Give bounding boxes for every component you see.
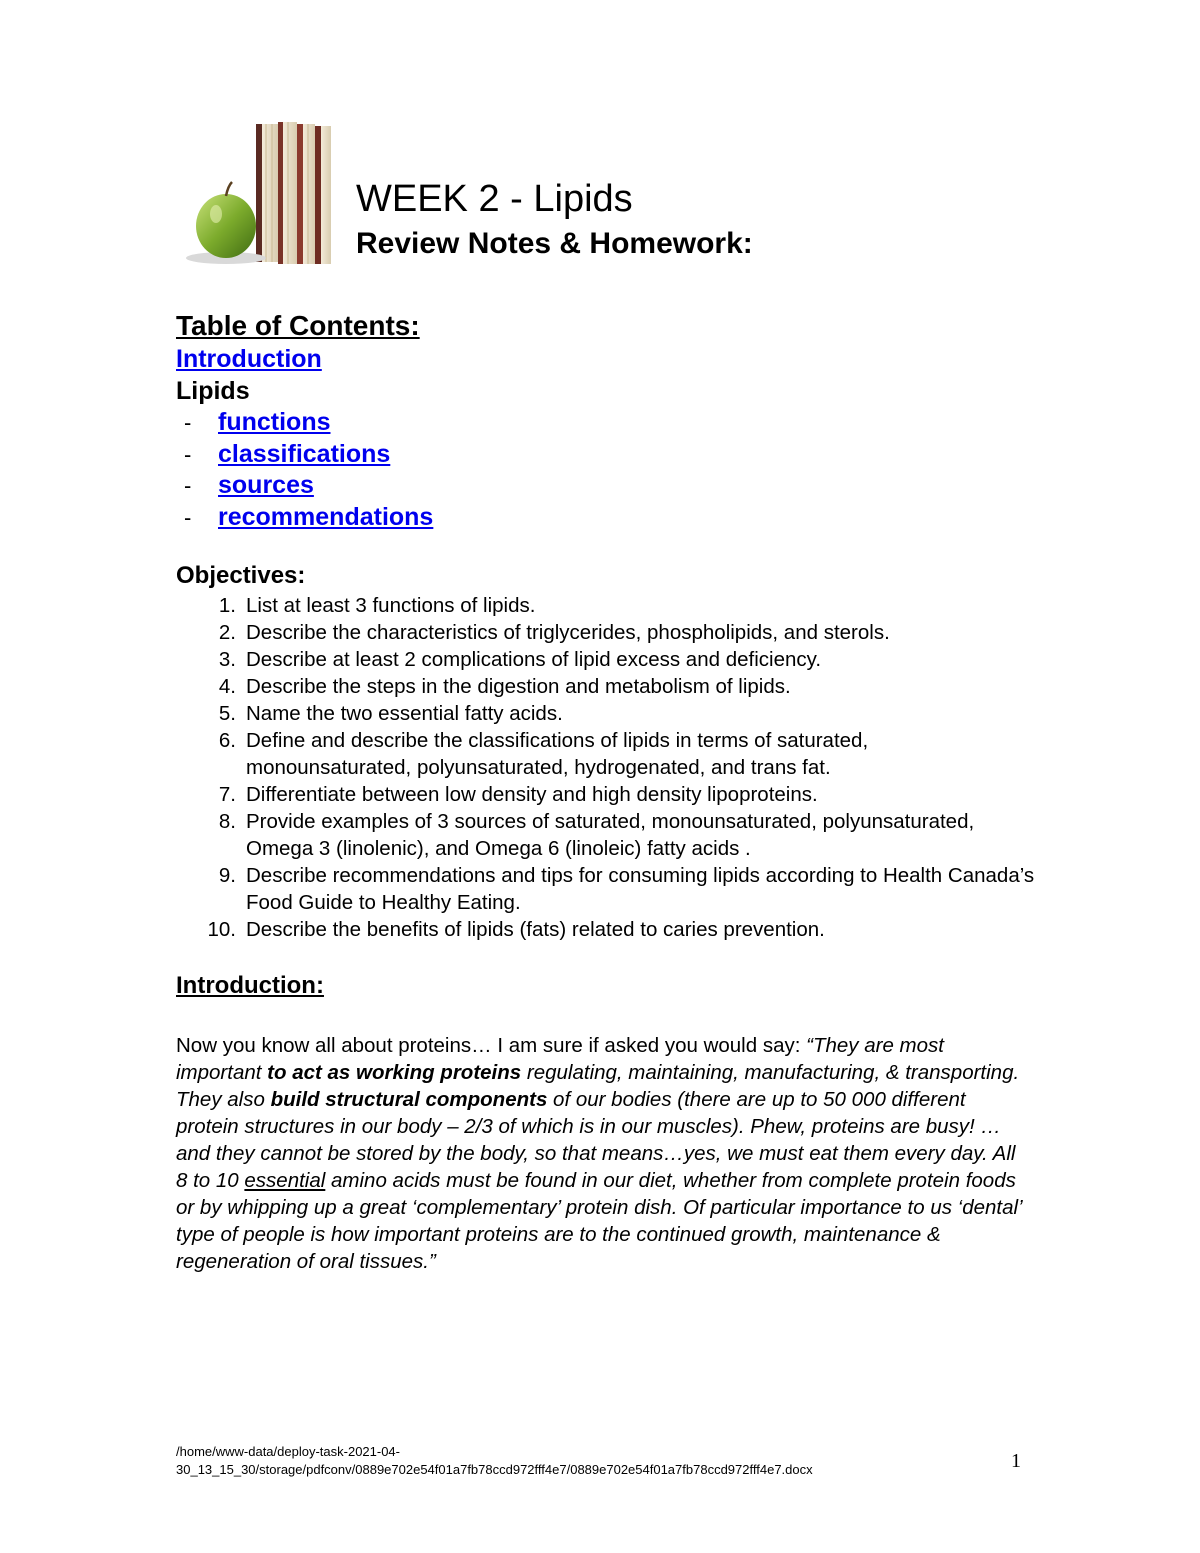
list-dash: - bbox=[184, 504, 192, 530]
toc-link-classifications[interactable]: classifications bbox=[218, 439, 391, 468]
intro-quote-text: “They are most important bbox=[176, 1034, 944, 1084]
item-text: Describe recommendations and tips for consuming lipids according to Health Canada’s Food Guide to Healthy Eating. bbox=[246, 864, 1035, 914]
list-item bbox=[176, 619, 1036, 646]
list-item bbox=[176, 781, 1036, 808]
intro-quote-text: amino acids must be found in our diet, whether from complete protein foods or by whipping up a great ‘complementary’ protein dish. Of particular importance to us ‘dental’ type of people is how important proteins are to the continued growth, maintenance & regeneration of oral tissues.” bbox=[176, 1169, 1022, 1273]
list-item bbox=[176, 808, 1036, 862]
item-text: Describe the steps in the digestion and metabolism of lipids. bbox=[246, 675, 791, 698]
objectives-section bbox=[176, 560, 1036, 943]
item-number: 3. bbox=[218, 648, 236, 671]
introduction-section bbox=[176, 970, 1026, 1275]
introduction-paragraph bbox=[176, 1032, 1026, 1275]
intro-emphasis: build structural components bbox=[270, 1088, 548, 1111]
item-number: 10. bbox=[207, 918, 236, 941]
toc-link-introduction[interactable]: Introduction bbox=[176, 345, 322, 373]
list-item bbox=[176, 916, 1036, 943]
item-text: List at least 3 functions of lipids. bbox=[246, 594, 536, 617]
item-text: Describe at least 2 complications of lipid excess and deficiency. bbox=[246, 648, 822, 671]
list-item bbox=[176, 727, 1036, 781]
apple-books-illustration bbox=[176, 122, 334, 272]
intro-underlined: essential bbox=[244, 1169, 326, 1192]
toc-lipids-label: Lipids bbox=[176, 376, 250, 405]
intro-quote-text: regulating, maintaining, manufacturing, & transporting. They also bbox=[176, 1061, 1020, 1111]
objectives-heading: Objectives: bbox=[176, 562, 306, 589]
page-title: WEEK 2 - Lipids bbox=[356, 178, 633, 220]
list-item bbox=[176, 646, 1036, 673]
item-number: 8. bbox=[218, 810, 236, 833]
objectives-list bbox=[176, 592, 1036, 943]
page-number: 1 bbox=[1011, 1450, 1021, 1472]
toc-heading: Table of Contents: bbox=[176, 310, 420, 341]
table-of-contents bbox=[176, 308, 433, 533]
item-number: 2. bbox=[218, 621, 236, 644]
list-item bbox=[176, 862, 1036, 916]
item-text: Describe the benefits of lipids (fats) related to caries prevention. bbox=[246, 918, 825, 941]
item-text: Provide examples of 3 sources of saturated, monounsaturated, polyunsaturated, Omega 3 (linolenic), and Omega 6 (linoleic) fatty acids . bbox=[246, 810, 975, 860]
item-number: 6. bbox=[218, 729, 236, 752]
item-number: 9. bbox=[218, 864, 236, 887]
list-dash: - bbox=[184, 410, 192, 435]
toc-link-sources[interactable]: sources bbox=[218, 471, 314, 499]
item-text: Describe the characteristics of triglycerides, phospholipids, and sterols. bbox=[246, 621, 890, 644]
toc-link-recommendations[interactable]: recommendations bbox=[218, 502, 434, 531]
intro-emphasis: to act as working proteins bbox=[267, 1061, 522, 1084]
footer-path-line: /home/www-data/deploy-task-2021-04- bbox=[176, 1444, 400, 1459]
list-item bbox=[176, 673, 1036, 700]
page-subtitle: Review Notes & Homework: bbox=[356, 227, 753, 260]
list-item bbox=[176, 700, 1036, 727]
item-text: Name the two essential fatty acids. bbox=[246, 702, 563, 725]
list-dash: - bbox=[184, 473, 192, 498]
list-dash: - bbox=[184, 441, 192, 467]
item-number: 5. bbox=[218, 702, 236, 725]
intro-text: Now you know all about proteins… I am sure if asked you would say: bbox=[176, 1034, 807, 1057]
footer-file-path bbox=[176, 1443, 976, 1479]
item-number: 7. bbox=[218, 783, 236, 806]
list-item bbox=[176, 592, 1036, 619]
title-block bbox=[356, 175, 753, 265]
intro-quote-text: of our bodies (there are up to 50 000 different protein structures in our body – 2/3 of which is in our muscles). Phew, proteins are busy! …and they cannot be stored by the body, so that means…yes, we must eat them every day. All 8 to 10 bbox=[176, 1088, 1016, 1192]
introduction-heading: Introduction: bbox=[176, 972, 324, 999]
item-number: 4. bbox=[218, 675, 236, 698]
footer-path-line: 30_13_15_30/storage/pdfconv/0889e702e54f01a7fb78ccd972fff4e7/0889e702e54f01a7fb78ccd972fff4e7.docx bbox=[176, 1462, 813, 1477]
item-text: Define and describe the classifications of lipids in terms of saturated, monounsaturated, polyunsaturated, hydrogenated, and trans fat. bbox=[246, 729, 869, 779]
item-number: 1. bbox=[218, 594, 236, 617]
toc-link-functions[interactable]: functions bbox=[218, 408, 331, 436]
item-text: Differentiate between low density and high density lipoproteins. bbox=[246, 783, 818, 806]
